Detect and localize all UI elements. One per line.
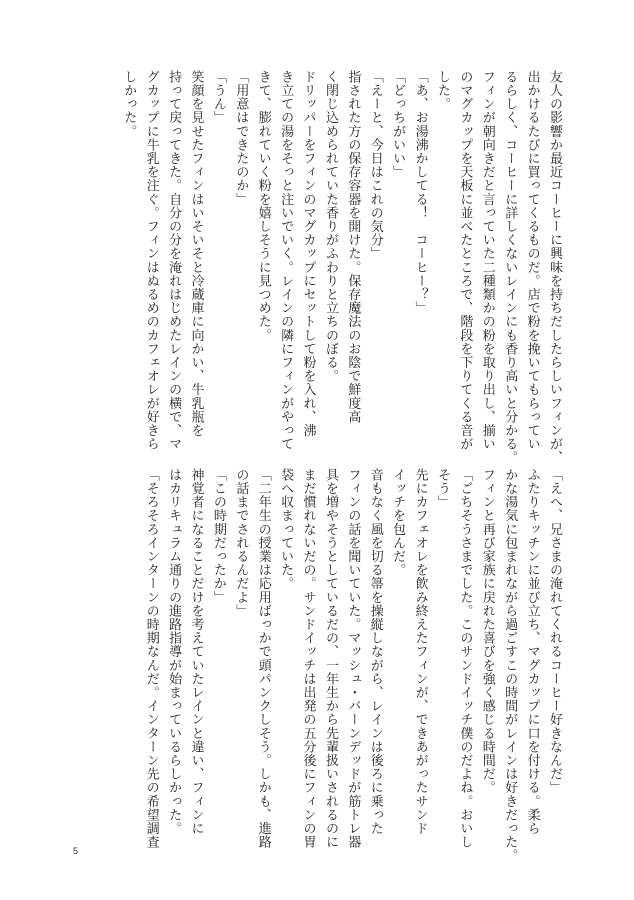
text-line: ドリッパーをフィンのマグカップにセットして粉を入れ、沸 [300,70,316,438]
text-line: の話までされるんだよ」 [233,468,249,618]
text-line: 先にカフェオレを飲み終えたフィンが、できあがったサンド [412,468,428,836]
text-line: はカリキュラム通りの進路指導が始まっているらしかった。 [166,468,182,836]
text-line: 出かけるたびに買ってくるものだ。店で粉を挽いてもらってい [524,70,540,451]
text-line: しかった。 [121,70,137,138]
text-line: 「どっちがいい」 [390,70,406,179]
text-line: 持って戻ってきた。自分の分を淹れはじめたレインの横で、マ [166,70,182,451]
text-line: した。 [434,70,450,111]
text-line: 「二年生の授業は応用ばっかで頭パンクしそう。しかも、進路 [255,468,271,849]
text-line: るらしく、コーヒーに詳しくないレインにも香り高いと分かる。 [502,70,518,465]
text-line: く閉じ込められていた香りがふわりと立ちのぼる。 [322,70,338,383]
text-line: フィンが朝向きだと言っていた二種類かの粉を取り出し、揃い [479,70,495,451]
text-line: 「そろそろインターンの時期なんだ。インターン先の希望調査 [143,468,159,849]
text-line: まだ慣れないだの。サンドイッチは出発の五分後にフィンの胃 [300,468,316,849]
text-line: きて、膨れていく粉を嬉しそうに見つめた。 [255,70,271,342]
text-line: 指された方の保存容器を開けた。保存魔法のお陰で鮮度高 [345,70,361,424]
text-line: フィンの話を聞いていた。マッシュ・バーンデッドが筋トレ器 [345,468,361,849]
text-line: 音もなく風を切る箒を操縦しながら、レインは後ろに乗った [367,468,383,836]
text-line: 具を増やそうとしているだの、一年生から先輩扱いされるのに [322,468,338,849]
text-line: 神覚者になることだけを考えていたレインと違い、フィンに [188,468,204,836]
text-block-bottom [139,468,565,863]
text-line: そう」 [434,468,450,509]
text-line: 「えへ、兄さまの淹れてくれるコーヒー好きなんだ」 [547,468,562,795]
text-line: 「えーと、今日はこれの気分」 [367,70,383,261]
text-line: かな湯気に包まれながら過ごすこの時間がレインは好きだった。 [502,468,518,863]
text-line: のマグカップを天板に並べたところで、階段を下りてくる音が [457,70,473,451]
text-line: グカップに牛乳を注ぐ。フィンはぬるめのカフェオレが好きら [143,70,159,451]
text-line: き立ての湯をそっと注いでいく。レインの隣にフィンがやって [278,70,294,451]
page-number: 5 [73,846,79,856]
text-line: イッチを包んだ。 [390,468,406,577]
text-line: 袋へ収まっていた。 [278,468,294,591]
text-line: 笑顔を見せたフィンはいそいそと冷蔵庫に向かい、牛乳瓶を [188,70,204,438]
text-line: 「この時期だったか」 [210,468,226,604]
text-line: ふたりキッチンに並び立ち、マグカップに口を付ける。柔ら [524,468,540,836]
text-line: 「用意はできたのか」 [233,70,249,206]
text-line: フィンと再び家族に戻れた喜びを強く感じる時間だ。 [479,468,495,795]
text-line: 友人の影響か最近コーヒーに興味を持ちだしたらしいフィンが、 [547,70,562,465]
text-line: 「あ、お湯沸かしてる！ コーヒー？」 [412,70,428,315]
text-block-top [117,70,565,465]
text-line: 「うん」 [210,70,226,125]
text-line: 「ごちそうさまでした。このサンドイッチ僕のだよね。おいし [457,468,473,849]
